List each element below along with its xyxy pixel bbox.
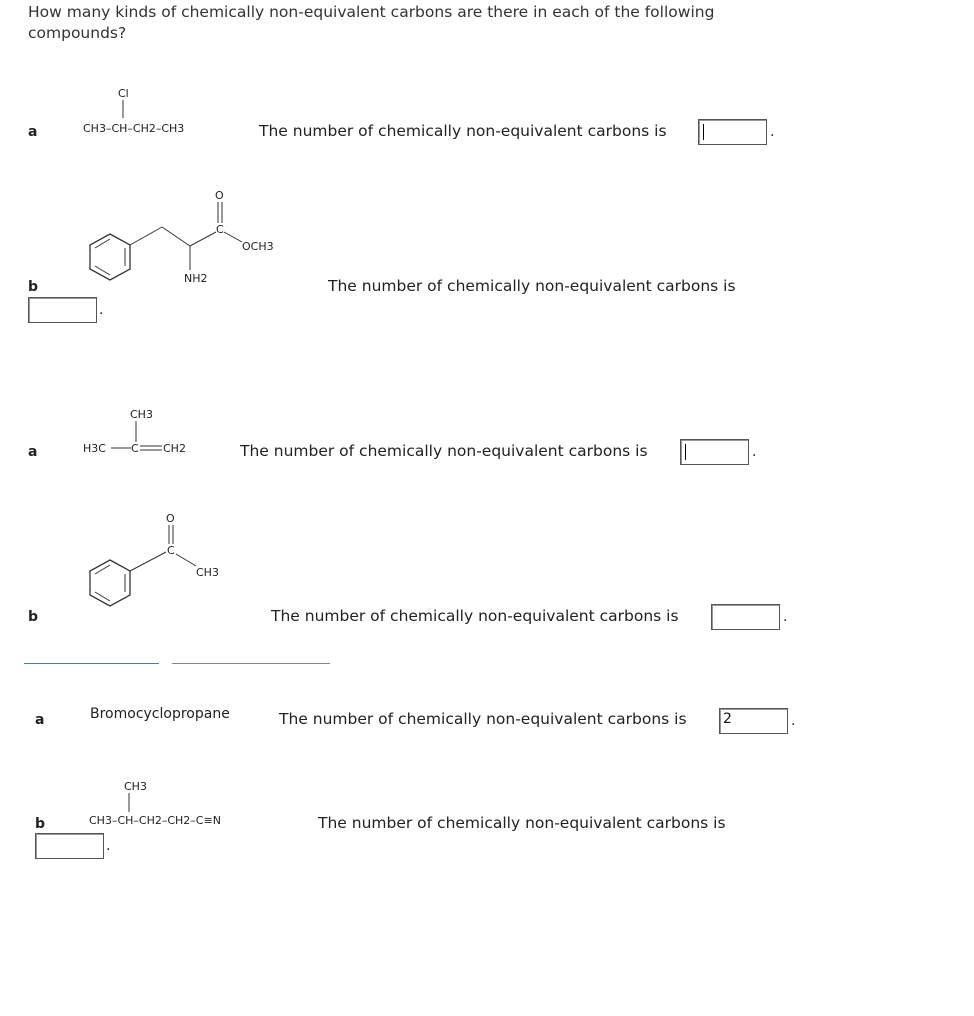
bond — [190, 232, 216, 246]
atom-h3c: H3C — [83, 442, 106, 455]
question-text: How many kinds of chemically non-equivalent carbons are there in each of the following compounds? — [28, 3, 715, 42]
atom-o: O — [215, 189, 224, 202]
period: . — [770, 124, 775, 140]
divider — [24, 663, 159, 664]
carbon-chain: CH3–CH–CH2–CH3 — [83, 122, 185, 135]
atom-c: C — [216, 223, 224, 236]
benzene-ring — [90, 560, 130, 606]
part-label: a — [28, 444, 38, 460]
structure-2-chlorobutane — [80, 84, 230, 140]
prompt-text: The number of chemically non-equivalent carbons is — [328, 277, 736, 295]
bond — [162, 227, 190, 246]
structure-4-methylpentanenitrile — [86, 776, 286, 832]
benzene-ring — [90, 234, 130, 280]
period: . — [791, 713, 796, 729]
period: . — [752, 444, 757, 460]
atom-ch3: CH3 — [130, 408, 153, 421]
atom-ch3: CH3 — [196, 566, 219, 579]
bond — [130, 227, 162, 245]
answer-input[interactable] — [680, 439, 749, 465]
atom-ch2: CH2 — [163, 442, 186, 455]
prompt-text: The number of chemically non-equivalent carbons is — [279, 710, 687, 728]
bond-c-o — [224, 232, 242, 242]
compound-name: Bromocyclopropane — [90, 706, 230, 722]
atom-c: C — [131, 442, 139, 455]
carbon-chain: CH3–CH–CH2–CH2–C≡N — [89, 814, 221, 827]
answer-input[interactable]: 2 — [719, 708, 788, 734]
structure-acetophenone — [80, 510, 240, 620]
prompt-text: The number of chemically non-equivalent carbons is — [318, 814, 726, 832]
atom-nh2: NH2 — [184, 272, 208, 285]
atom-ch3: CH3 — [124, 780, 147, 793]
part-label: b — [28, 609, 39, 625]
part-label: b — [35, 816, 46, 832]
atom-o: O — [166, 512, 175, 525]
period: . — [783, 609, 788, 625]
prompt-text: The number of chemically non-equivalent carbons is — [271, 607, 679, 625]
atom-c: C — [167, 544, 175, 557]
divider — [172, 663, 330, 664]
structure-phenylalanine-methyl-ester — [80, 186, 290, 296]
answer-input[interactable] — [698, 119, 767, 145]
bond — [130, 552, 166, 571]
structure-isobutene — [80, 404, 230, 460]
part-label: a — [28, 124, 38, 140]
bond — [176, 554, 196, 566]
part-label: b — [28, 279, 39, 295]
period: . — [106, 838, 111, 854]
prompt-text: The number of chemically non-equivalent carbons is — [240, 442, 648, 460]
answer-input[interactable] — [35, 833, 104, 859]
period: . — [99, 302, 104, 318]
atom-cl: Cl — [118, 87, 129, 100]
answer-input[interactable] — [28, 297, 97, 323]
atom-och3: OCH3 — [242, 240, 274, 253]
part-label: a — [35, 712, 45, 728]
answer-input[interactable] — [711, 604, 780, 630]
prompt-text: The number of chemically non-equivalent carbons is — [259, 122, 667, 140]
